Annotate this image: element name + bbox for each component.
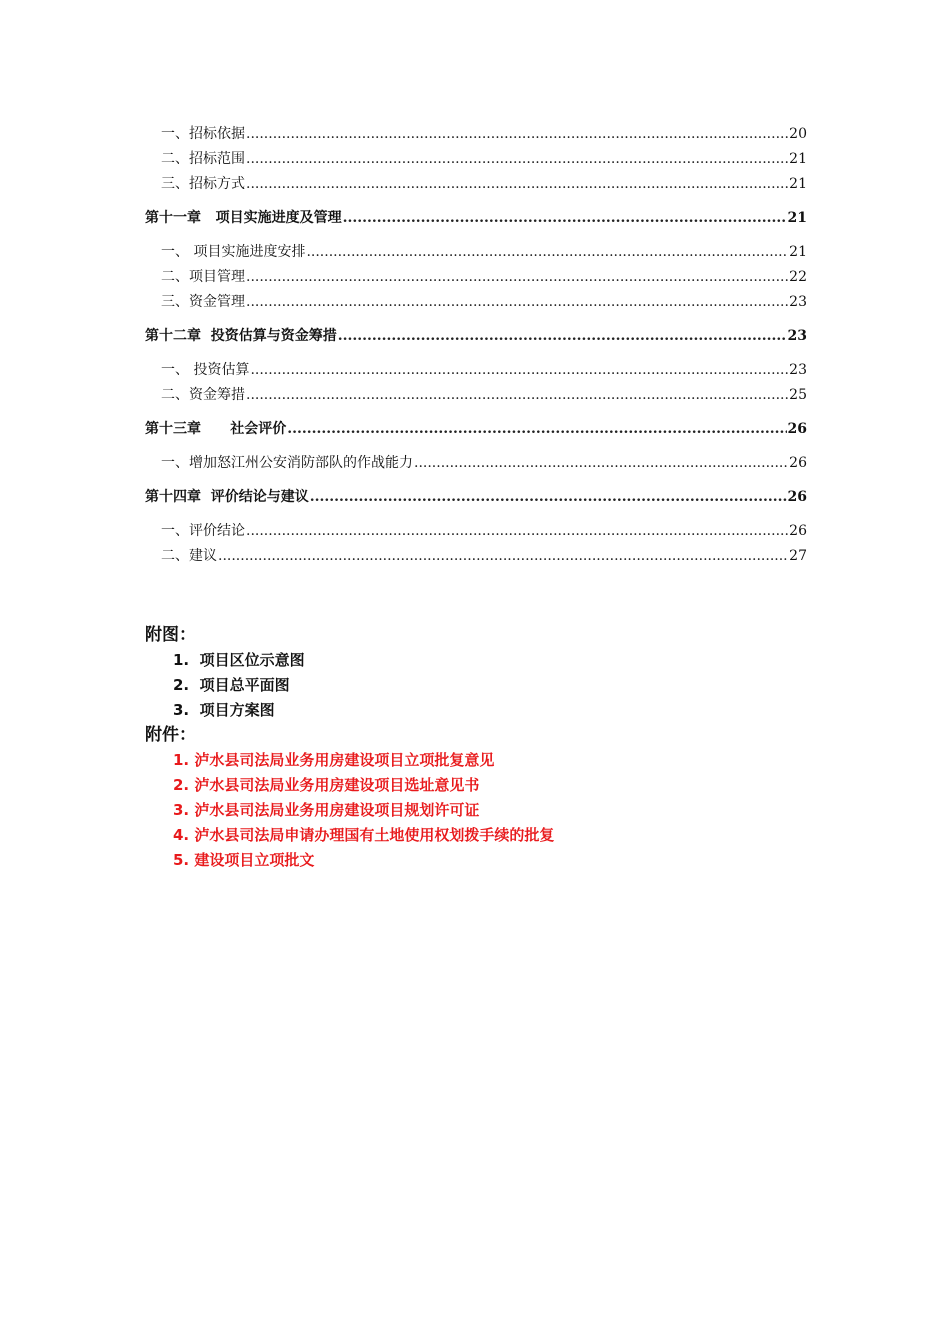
toc-entry-label: 二、资金筹措 <box>161 387 245 403</box>
dot-leader <box>218 544 788 569</box>
toc-entry-label: 一、评价结论 <box>161 523 245 539</box>
toc-entry-page: 21 <box>789 176 807 192</box>
toc-chapter[interactable] <box>145 206 807 231</box>
figure-item[interactable]: 2. 项目总平面图 <box>173 676 290 694</box>
toc-chapter-page: 21 <box>787 210 807 226</box>
toc-entry-page: 20 <box>789 126 807 142</box>
toc-entry-page: 26 <box>789 455 807 471</box>
toc-entry[interactable] <box>145 265 807 290</box>
toc-entry-page: 27 <box>789 548 807 564</box>
toc-entry-label: 三、资金管理 <box>161 294 245 310</box>
attachment-item[interactable]: 1. 泸水县司法局业务用房建设项目立项批复意见 <box>173 751 495 769</box>
toc-entry[interactable] <box>145 451 807 476</box>
dot-leader <box>246 519 788 544</box>
figure-item[interactable]: 3. 项目方案图 <box>173 701 275 719</box>
figure-item[interactable]: 1. 项目区位示意图 <box>173 651 305 669</box>
figures-title: 附图： <box>145 625 196 645</box>
toc-entry-label: 一、增加怒江州公安消防部队的作战能力 <box>161 455 413 471</box>
dot-leader <box>338 324 787 349</box>
toc-entry-page: 23 <box>789 362 807 378</box>
toc-chapter-page: 26 <box>787 489 807 505</box>
dot-leader <box>246 265 788 290</box>
toc-entry-page: 22 <box>789 269 807 285</box>
toc-entry-label: 一、 项目实施进度安排 <box>161 244 306 260</box>
dot-leader <box>287 417 786 442</box>
toc-chapter-page: 26 <box>787 421 807 437</box>
toc-entry[interactable] <box>145 519 807 544</box>
toc-entry[interactable] <box>145 122 807 147</box>
toc-entry-page: 23 <box>789 294 807 310</box>
dot-leader <box>246 122 788 147</box>
toc-entry[interactable] <box>145 383 807 408</box>
toc-chapter-label: 第十二章 投资估算与资金筹措 <box>145 328 337 344</box>
dot-leader <box>250 358 788 383</box>
toc-entry[interactable] <box>145 147 807 172</box>
toc-chapter-page: 23 <box>787 328 807 344</box>
toc-entry-label: 三、招标方式 <box>161 176 245 192</box>
attachments-section <box>145 723 554 873</box>
toc-chapter[interactable] <box>145 417 807 442</box>
toc-entry[interactable] <box>145 290 807 315</box>
dot-leader <box>310 485 787 510</box>
toc-entry-label: 一、 投资估算 <box>161 362 250 378</box>
toc-entry-label: 二、项目管理 <box>161 269 245 285</box>
attachment-item[interactable]: 3. 泸水县司法局业务用房建设项目规划许可证 <box>173 801 480 819</box>
toc-entry-page: 21 <box>789 244 807 260</box>
attachment-item[interactable]: 2. 泸水县司法局业务用房建设项目选址意见书 <box>173 776 480 794</box>
attachment-item[interactable]: 5. 建设项目立项批文 <box>173 851 315 869</box>
toc-entry[interactable] <box>145 358 807 383</box>
toc-entry-page: 25 <box>789 387 807 403</box>
toc-entry-label: 二、建议 <box>161 548 217 564</box>
toc-chapter-label: 第十四章 评价结论与建议 <box>145 489 309 505</box>
toc-entry-page: 21 <box>789 151 807 167</box>
dot-leader <box>414 451 788 476</box>
dot-leader <box>246 147 788 172</box>
toc-entry[interactable] <box>145 240 807 265</box>
toc-chapter-label: 第十一章 项目实施进度及管理 <box>145 210 342 226</box>
toc-entry-page: 26 <box>789 523 807 539</box>
table-of-contents <box>145 122 807 569</box>
figures-section <box>145 623 305 723</box>
dot-leader <box>246 172 788 197</box>
attachment-item[interactable]: 4. 泸水县司法局申请办理国有土地使用权划拨手续的批复 <box>173 826 555 844</box>
toc-entry[interactable] <box>145 544 807 569</box>
dot-leader <box>246 383 788 408</box>
dot-leader <box>343 206 787 231</box>
dot-leader <box>246 290 788 315</box>
toc-chapter[interactable] <box>145 324 807 349</box>
toc-entry[interactable] <box>145 172 807 197</box>
dot-leader <box>306 240 788 265</box>
toc-chapter[interactable] <box>145 485 807 510</box>
toc-entry-label: 一、招标依据 <box>161 126 245 142</box>
attachments-title: 附件： <box>145 725 196 745</box>
toc-entry-label: 二、招标范围 <box>161 151 245 167</box>
toc-chapter-label: 第十三章 社会评价 <box>145 421 287 437</box>
